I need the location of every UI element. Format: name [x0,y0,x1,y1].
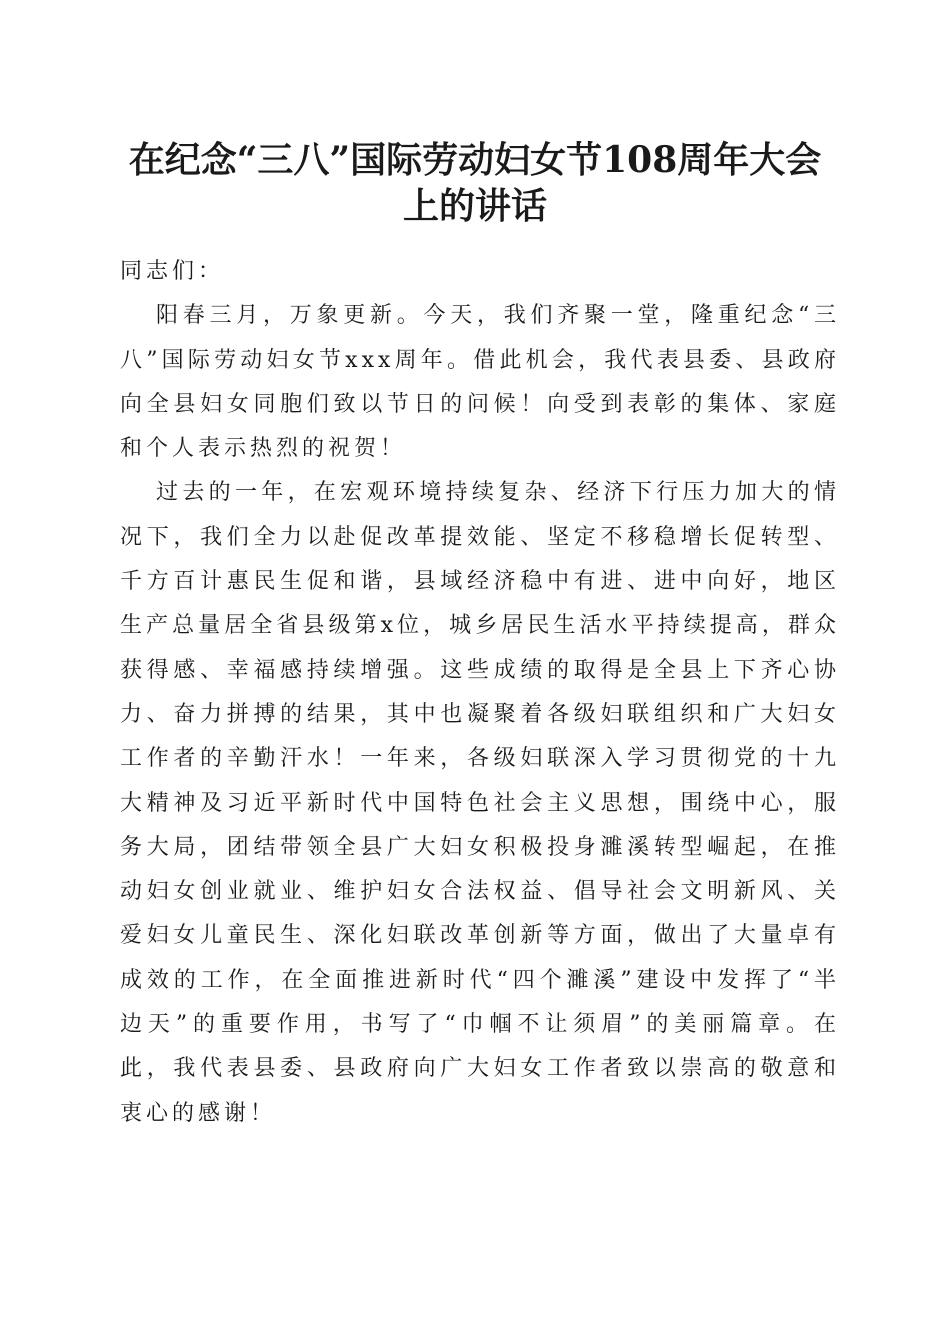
document-title-line-1: 在纪念“三八”国际劳动妇女节108周年大会 [128,139,822,181]
document-body [120,250,840,1136]
salutation: 同志们： [120,259,225,284]
paragraph-1: 阳春三月，万象更新。今天，我们齐聚一堂，隆重纪念“三八”国际劳动妇女节xxx周年。借此机会，我代表县委、县政府向全县妇女同胞们致以节日的问候！向受到表彰的集体、家庭和个人表示热烈的祝贺！ [120,303,840,462]
document-title-line-2: 上的讲话 [402,185,547,227]
paragraph-2: 过去的一年，在宏观环境持续复杂、经济下行压力加大的情况下，我们全力以赴促改革提效能、坚定不移稳增长促转型、千方百计惠民生促和谐，县域经济稳中有进、进中向好，地区生产总量居全省县级第x位，城乡居民生活水平持续提高，群众获得感、幸福感持续增强。这些成绩的取得是全县上下齐心协力、奋力拼搏的结果，其中也凝聚着各级妇联组织和广大妇女工作者的辛勤汗水！一年来，各级妇联深入学习贯彻党的十九大精神及习近平新时代中国特色社会主义思想，围绕中心，服务大局，团结带领全县广大妇女积极投身濉溪转型崛起，在推动妇女创业就业、维护妇女合法权益、倡导社会文明新风、关爱妇女儿童民生、深化妇联改革创新等方面，做出了大量卓有成效的工作，在全面推进新时代“四个濉溪”建设中发挥了“半边天”的重要作用，书写了“巾帼不让须眉”的美丽篇章。在此，我代表县委、县政府向广大妇女工作者致以崇高的敬意和衷心的感谢！ [120,480,840,1126]
